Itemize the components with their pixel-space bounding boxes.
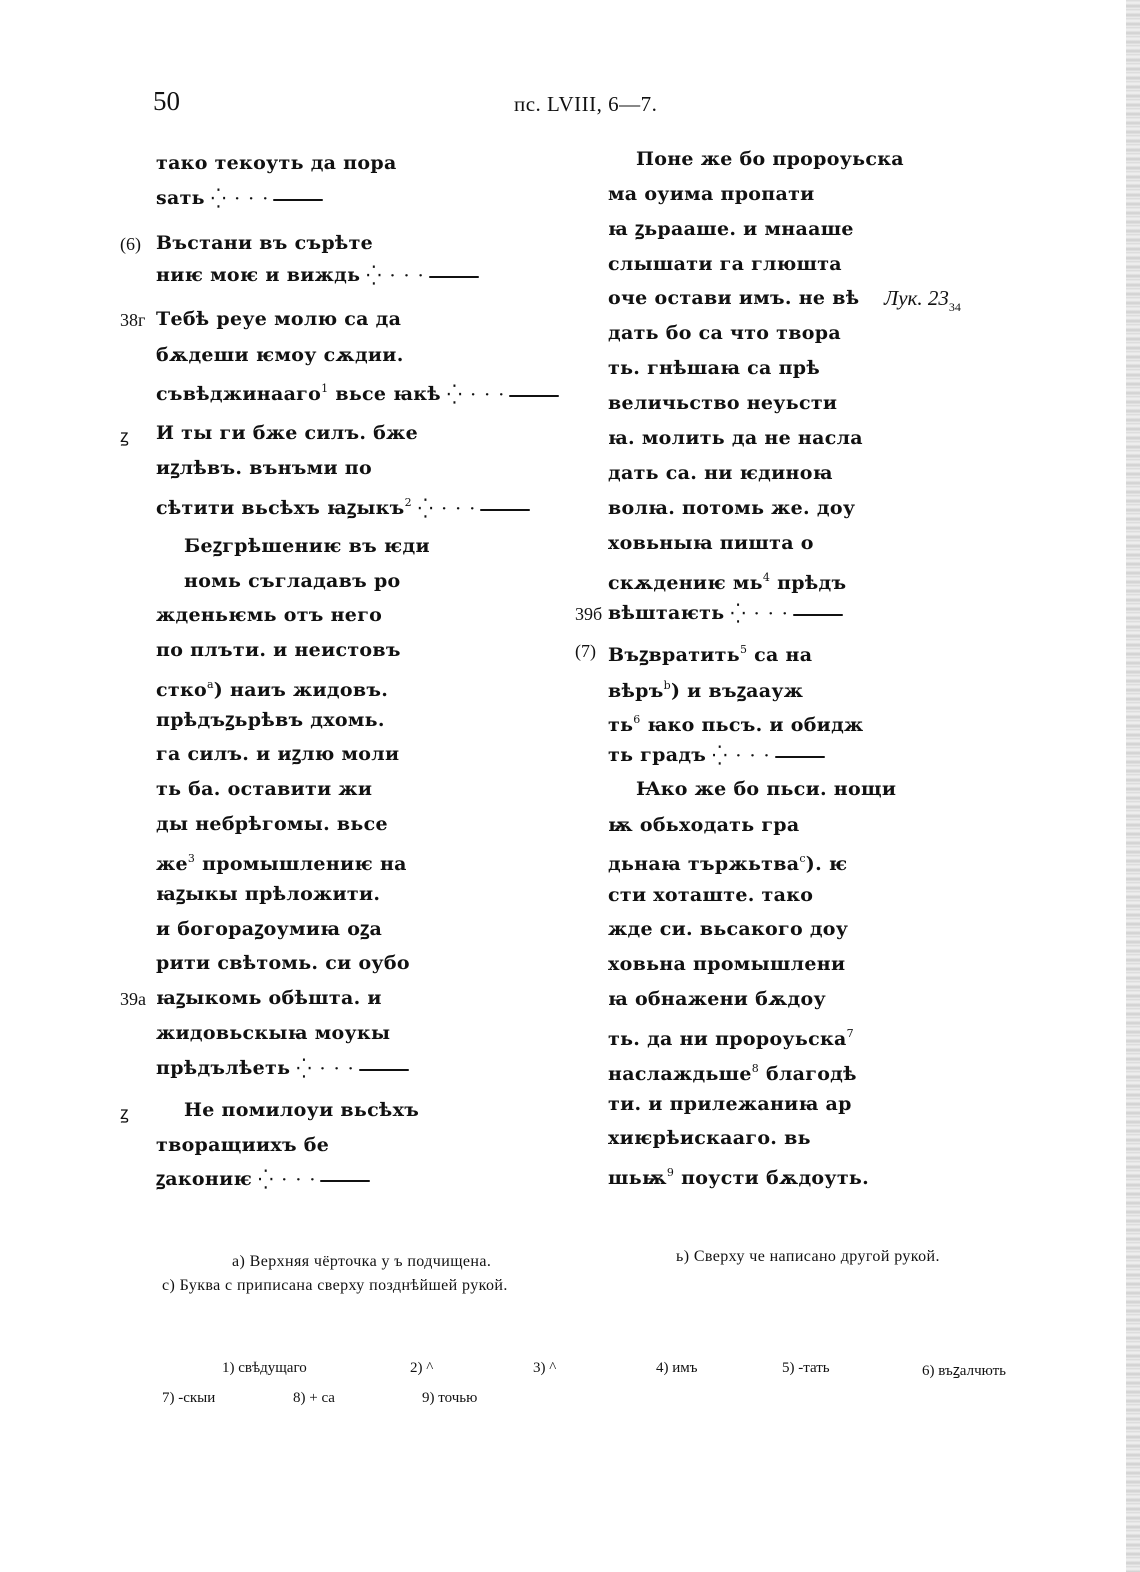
verse-ending-mark (712, 743, 824, 769)
line-text: же (156, 853, 188, 875)
footnote-c: с) Буква с приписана сверху позднѣйшей рукой. (162, 1277, 508, 1294)
text-line (156, 420, 418, 446)
line-text: номь съгладавъ ро (184, 570, 401, 592)
line-text: прѣдъꙁьрѣвъ дхомь. (156, 709, 385, 731)
verse-ending-mark (211, 186, 323, 212)
line-text: ꙗꙁыкы прѣложити. (156, 883, 381, 905)
line-text: тако текоуть да пора (156, 152, 397, 174)
text-line (156, 150, 397, 176)
line-text-continued: ) наиъ жидовъ. (213, 679, 389, 701)
text-line (156, 602, 382, 628)
ending-dots: ⁛ · · · (258, 1169, 317, 1191)
verse-marker: (6) (120, 234, 141, 254)
running-head: пс. LVIII, 6—7. (514, 92, 658, 116)
line-text: волꙗ. потомь же. доу (608, 497, 856, 519)
line-text: ꙗ. молить да не насла (608, 427, 863, 449)
line-text: ть градъ (608, 744, 707, 766)
text-line (156, 376, 559, 408)
variant-reading: 3) ^ (533, 1360, 557, 1376)
text-line (636, 146, 904, 172)
ending-dots: ⁛ · · · (417, 498, 477, 520)
line-text: ꙁакониѥ (156, 1168, 253, 1190)
page-edge-shadow (1126, 0, 1140, 1572)
text-line (608, 460, 833, 486)
verse-marker: ꙁ (120, 1103, 129, 1123)
line-text: И ты ги бже силъ. бже (156, 422, 419, 444)
ending-dash (320, 1180, 370, 1182)
text-line (608, 251, 842, 277)
footnote-ref: 8 (751, 1062, 760, 1075)
line-text: ховьныꙗ пишта о (608, 532, 814, 554)
variant-reading: 8) + са (293, 1390, 335, 1406)
text-line (156, 916, 382, 942)
line-text: га силъ. и иꙁлю моли (156, 743, 400, 765)
ending-dash (273, 199, 323, 201)
line-text: сѣтити вьсѣхъ ꙗꙁыкъ (156, 497, 405, 519)
line-text: ды небрѣгомы. вьсе (156, 813, 388, 835)
variant-reading: 4) имъ (656, 1360, 698, 1376)
ending-dash (480, 509, 530, 511)
text-line (156, 985, 382, 1011)
text-line (156, 1055, 409, 1082)
text-line (156, 1166, 370, 1193)
text-line (156, 1020, 390, 1046)
footnote-ref: 9 (666, 1166, 675, 1179)
line-text: творащиихъ бе (156, 1134, 330, 1156)
text-line (156, 707, 385, 733)
ending-dots: ⁛ · · · (446, 384, 506, 406)
verse-marker: 38г (120, 310, 146, 330)
line-text: бѫдеши ѥмоу сѫдии. (156, 344, 404, 366)
text-line (608, 216, 854, 242)
text-line (608, 951, 845, 977)
text-line (156, 342, 404, 368)
text-line (156, 306, 401, 332)
text-line (156, 185, 323, 212)
line-text: вѣштаѥть (608, 602, 725, 624)
text-line (608, 637, 812, 668)
text-line (608, 1091, 852, 1117)
text-line (608, 1160, 869, 1191)
verse-ending-mark (366, 263, 478, 289)
line-text: по плъти. и неистовъ (156, 639, 401, 661)
footnote-ref: 6 (633, 713, 641, 726)
line-text: вѣръ (608, 680, 664, 702)
text-line (156, 1132, 329, 1158)
text-line (608, 355, 820, 381)
line-text: дать бо са что твора (608, 322, 841, 344)
footnote-ref: 1 (321, 382, 329, 395)
verse-marker: 39а (120, 989, 146, 1009)
text-line (608, 1125, 811, 1151)
line-text: Въꙁвратить (608, 644, 740, 666)
line-text: ꙗ ꙁьрааше. и мнааше (608, 218, 854, 240)
line-text: наслаждьше (608, 1063, 752, 1085)
text-line (608, 742, 825, 769)
line-text: Ꙗко же бо пьси. нощи (636, 778, 897, 800)
line-text-continued: ) и въꙁаауж (670, 680, 804, 702)
line-text: слышати га глюшта (608, 253, 842, 275)
text-line (156, 230, 373, 256)
ending-dots: ⁛ · · · (296, 1058, 355, 1080)
footnote-ref: c (799, 852, 806, 865)
ending-dash (793, 614, 843, 616)
line-text: и богораꙁоумиꙗ оꙁа (156, 918, 383, 940)
text-line (184, 1097, 419, 1123)
text-line (608, 181, 815, 207)
line-text: ти. и прилежаниꙗ ар (608, 1093, 852, 1115)
margin-reference-text: Лук. 23 (884, 286, 949, 310)
margin-reference (884, 286, 961, 315)
text-line (608, 1056, 857, 1087)
line-text: Не помилоуи вьсѣхъ (184, 1099, 420, 1121)
text-line (608, 600, 843, 627)
text-line (156, 846, 407, 877)
line-text-continued: ). ѥ (805, 853, 848, 875)
line-text: ть (608, 714, 634, 736)
line-text: Въстани въ сърѣте (156, 232, 374, 254)
footnote-ref: 4 (762, 571, 771, 584)
text-line (156, 637, 401, 663)
line-text: ть. гнѣшаꙗ са прѣ (608, 357, 821, 379)
text-line (636, 776, 896, 802)
line-text: дьнаꙗ тържьтва (608, 853, 800, 875)
variant-reading: 6) въꙁалчють (922, 1363, 1007, 1379)
line-text-continued: поусти бѫдоуть. (674, 1167, 870, 1189)
text-line (156, 672, 388, 703)
text-line (156, 262, 479, 289)
text-line (608, 390, 837, 416)
line-text: ꙗ обнажени бѫдоу (608, 988, 826, 1010)
text-line (156, 455, 372, 481)
text-line (608, 320, 841, 346)
line-text: жденьѥмь отъ него (156, 604, 383, 626)
ending-dash (359, 1069, 409, 1071)
line-text: стко (156, 679, 207, 701)
text-line (184, 568, 401, 594)
footnote-ref: a (206, 678, 214, 691)
line-text-continued: благодѣ (759, 1063, 857, 1085)
line-text: иꙁлѣвъ. вънъми по (156, 457, 372, 479)
line-text: сти хоташте. тако (608, 884, 814, 906)
variant-reading: 5) -тать (782, 1360, 830, 1376)
line-text: шьѭ (608, 1167, 667, 1189)
text-line (184, 533, 430, 559)
text-line (608, 673, 803, 704)
text-line (608, 530, 814, 556)
text-line (608, 495, 855, 521)
verse-ending-mark (418, 496, 530, 522)
line-text: оче остави имъ. не вѣ (608, 287, 860, 309)
text-line (608, 812, 800, 838)
line-text: жидовьскыꙗ моукы (156, 1022, 391, 1044)
ending-dots: ⁛ · · · (730, 603, 789, 625)
variant-reading: 7) -скыи (162, 1390, 216, 1406)
text-line (156, 881, 380, 907)
line-text: дать са. ни ѥдиноꙗ (608, 462, 833, 484)
line-text-continued: са на (747, 644, 813, 666)
text-line (608, 916, 848, 942)
footnote-ref: 3 (187, 852, 196, 865)
line-text: скѫдениѥ мь (608, 572, 763, 594)
line-text: Беꙁгрѣшениѥ въ ѥди (184, 535, 430, 557)
text-line (156, 811, 388, 837)
line-text: ть ба. оставити жи (156, 778, 373, 800)
line-text: ма оуима пропати (608, 183, 815, 205)
text-line (156, 490, 530, 522)
line-text: величьство неуьсти (608, 392, 838, 414)
text-line (156, 741, 399, 767)
verse-marker: (7) (575, 641, 596, 661)
text-line (608, 1021, 854, 1052)
verse-ending-mark (730, 601, 842, 627)
variant-reading: 2) ^ (410, 1360, 434, 1376)
text-line (608, 986, 826, 1012)
line-text: Тебѣ реуе молю са да (156, 308, 402, 330)
footnote-ref: 2 (404, 496, 412, 509)
ending-dash (429, 276, 479, 278)
ending-dots: ⁛ · · · (210, 188, 270, 210)
footnote-b: ь) Сверху че написано другой рукой. (676, 1248, 940, 1265)
line-text-continued: промышлениѥ на (195, 853, 407, 875)
text-line (608, 425, 863, 451)
ending-dots: ⁛ · · · (712, 745, 771, 767)
line-text: ѭ обьходать гра (608, 814, 800, 836)
variant-reading: 1) свѣдущаго (222, 1360, 307, 1376)
line-text: Поне же бо пророуьска (636, 148, 904, 170)
text-line (156, 776, 372, 802)
verse-ending-mark (296, 1056, 408, 1082)
text-line (608, 565, 846, 596)
text-line (608, 707, 864, 738)
text-line (608, 285, 859, 311)
ending-dots: ⁛ · · · (366, 265, 425, 287)
line-text: ховьна промышлени (608, 953, 846, 975)
verse-marker: ꙁ (120, 426, 129, 446)
ending-dash (775, 756, 825, 758)
footnote-ref: b (663, 679, 671, 692)
line-text: ꙗꙁыкомь обѣшта. и (156, 987, 382, 1009)
footnote-ref: 5 (739, 643, 748, 656)
line-text: съвѣджинааго (156, 383, 322, 405)
line-text-continued: вьсе ꙗкѣ (328, 383, 441, 405)
line-text: жде си. вьсакого доу (608, 918, 849, 940)
footnote-a: а) Верхняя чёрточка у ъ подчищена. (232, 1253, 492, 1270)
text-line (156, 950, 410, 976)
line-text: ть. да ни пророуьска (608, 1028, 847, 1050)
text-line (608, 882, 813, 908)
verse-marker: 39б (575, 604, 603, 624)
line-text: рити свѣтомь. си оубо (156, 952, 410, 974)
ending-dash (509, 395, 559, 397)
line-text: хиѥрѣискааго. вь (608, 1127, 811, 1149)
line-text-continued: ꙗко пьсъ. и обидж (640, 714, 864, 736)
text-line (608, 846, 848, 877)
page-number: 50 (153, 86, 180, 116)
line-text-continued: прѣдъ (770, 572, 847, 594)
verse-ending-mark (258, 1167, 370, 1193)
verse-ending-mark (447, 382, 559, 408)
footnote-ref: 7 (846, 1027, 854, 1040)
margin-reference-verse: 34 (948, 300, 961, 314)
line-text: ниѥ моѥ и виждь (156, 264, 361, 286)
line-text: ѕать (156, 187, 205, 209)
variant-reading: 9) точью (422, 1390, 478, 1406)
line-text: прѣдълѣеть (156, 1057, 291, 1079)
